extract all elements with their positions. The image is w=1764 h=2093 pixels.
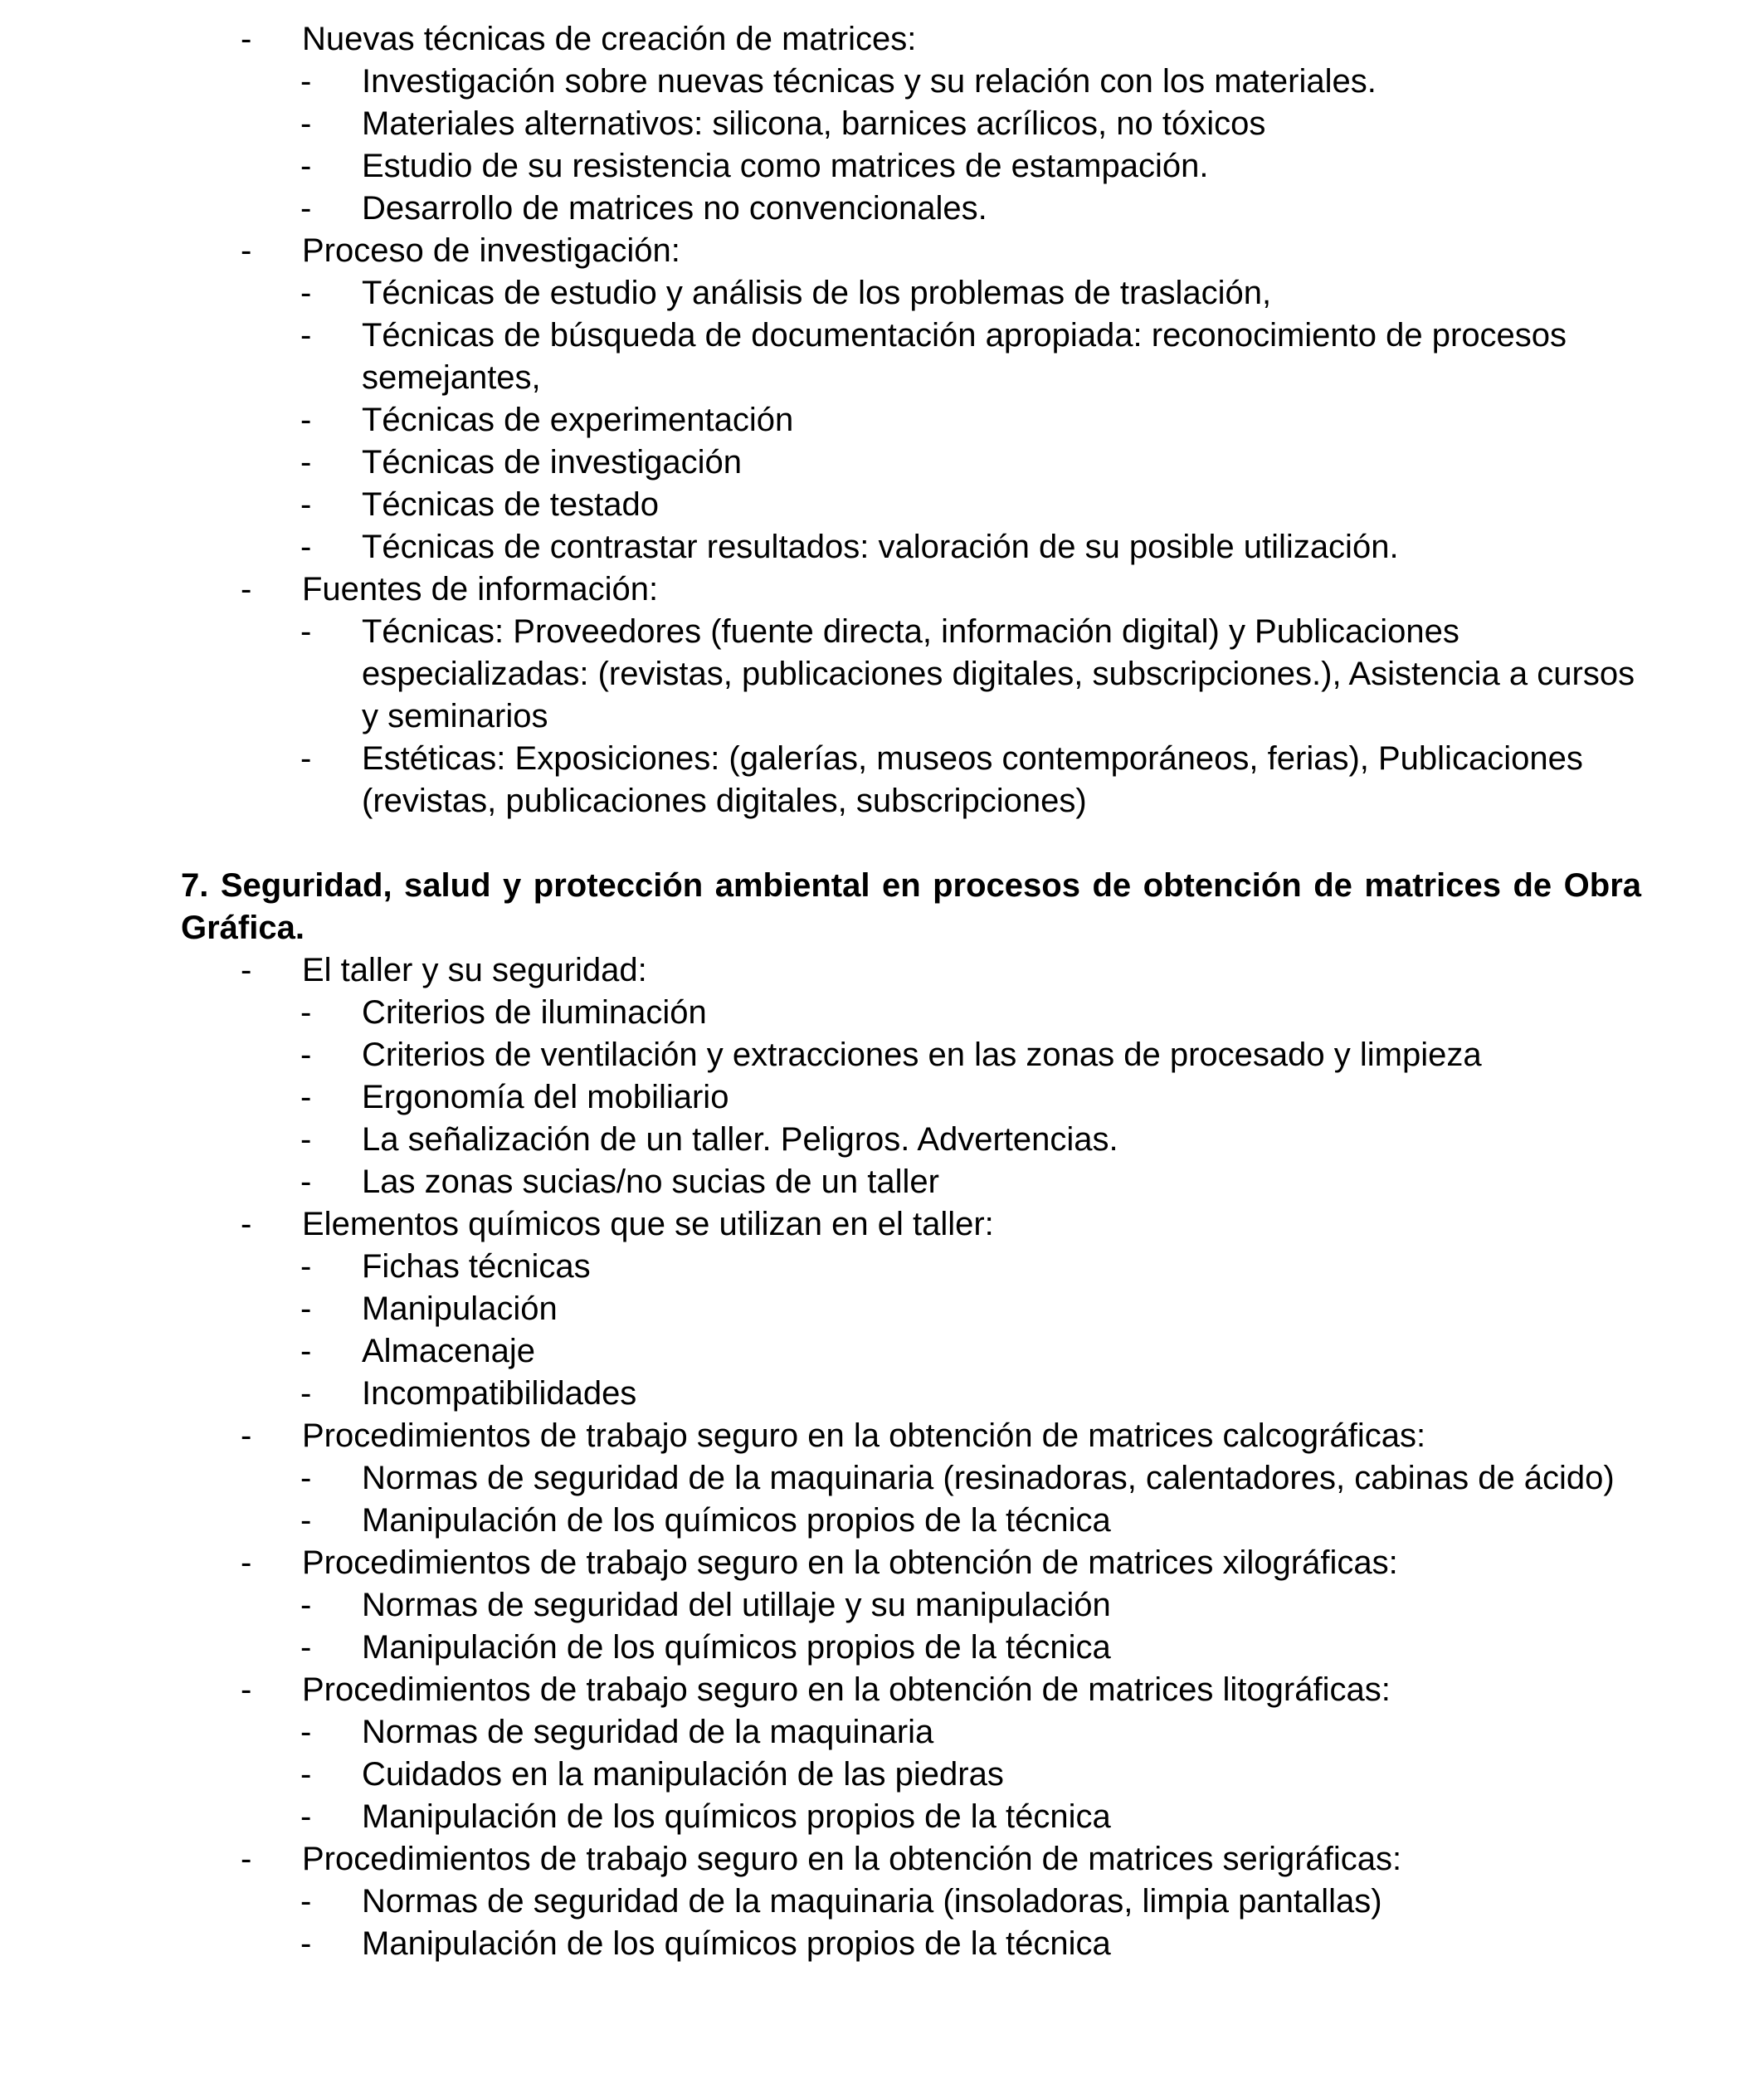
dash-bullet: - — [300, 613, 312, 650]
sub-list-item — [181, 1923, 1641, 1965]
sub-list-item-text: Desarrollo de matrices no convencionales. — [362, 190, 987, 227]
sub-list-item-text: Criterios de ventilación y extracciones en las zonas de procesado y limpieza — [362, 1037, 1482, 1073]
sub-list-item-text: Técnicas: Proveedores (fuente directa, información digital) y Publicaciones especializadas: (revistas, publicaciones digitales, subscripciones.), Asistencia a cursos y seminarios — [362, 613, 1635, 734]
list-item-label: Nuevas técnicas de creación de matrices: — [302, 21, 917, 57]
sub-list-item-text: Estéticas: Exposiciones: (galerías, museos contemporáneos, ferias), Publicaciones (revistas, publicaciones digitales, subscripciones) — [362, 740, 1583, 819]
sub-list-item — [181, 1246, 1641, 1288]
sub-list-item-text: Criterios de iluminación — [362, 994, 707, 1031]
list-item-label: Procedimientos de trabajo seguro en la obtención de matrices calcográficas: — [302, 1417, 1426, 1454]
dash-bullet: - — [300, 1756, 312, 1793]
sub-list-item — [181, 738, 1641, 822]
list-item-label: Fuentes de información: — [302, 571, 659, 607]
sub-list-item — [181, 1796, 1641, 1838]
sub-list-item — [181, 1161, 1641, 1203]
sub-list-item — [181, 315, 1641, 399]
dash-bullet: - — [300, 1460, 312, 1496]
dash-bullet: - — [241, 571, 252, 607]
sub-list-item — [181, 1584, 1641, 1627]
sub-list-item-text: Técnicas de estudio y análisis de los problemas de traslación, — [362, 275, 1272, 311]
sub-list-item-text: Estudio de su resistencia como matrices de estampación. — [362, 148, 1209, 184]
dash-bullet: - — [300, 740, 312, 777]
list-item — [181, 1415, 1641, 1457]
sub-list-item — [181, 1627, 1641, 1669]
dash-bullet: - — [300, 317, 312, 354]
sub-list-item-text: Normas de seguridad de la maquinaria (insoladoras, limpia pantallas) — [362, 1883, 1382, 1920]
dash-bullet: - — [300, 190, 312, 227]
list-item-label: Elementos químicos que se utilizan en el taller: — [302, 1206, 994, 1242]
dash-bullet: - — [300, 1587, 312, 1623]
document-content — [181, 18, 1641, 1965]
sub-list-item-text: Fichas técnicas — [362, 1248, 591, 1285]
dash-bullet: - — [300, 1079, 312, 1115]
dash-bullet: - — [300, 486, 312, 523]
list-item-label: El taller y su seguridad: — [302, 952, 647, 988]
dash-bullet: - — [300, 1164, 312, 1200]
sub-list-item-text: Técnicas de búsqueda de documentación apropiada: reconocimiento de procesos semejantes, — [362, 317, 1567, 396]
sub-list-item-text: Manipulación de los químicos propios de la técnica — [362, 1925, 1111, 1962]
sub-list-item-text: Manipulación de los químicos propios de la técnica — [362, 1629, 1111, 1666]
list-item — [181, 1669, 1641, 1711]
dash-bullet: - — [300, 1121, 312, 1158]
sub-list-item — [181, 1034, 1641, 1076]
dash-bullet: - — [300, 1925, 312, 1962]
dash-bullet: - — [300, 1714, 312, 1750]
research-topics-list — [181, 18, 1641, 822]
sub-list-item-text: Técnicas de testado — [362, 486, 659, 523]
sub-list-item — [181, 188, 1641, 230]
dash-bullet: - — [300, 63, 312, 100]
dash-bullet: - — [241, 21, 252, 57]
section-7-list — [181, 949, 1641, 1965]
list-item — [181, 18, 1641, 61]
list-item — [181, 949, 1641, 992]
sub-list-item-text: Materiales alternativos: silicona, barnices acrílicos, no tóxicos — [362, 105, 1266, 142]
sub-list-item — [181, 484, 1641, 526]
list-item-label: Procedimientos de trabajo seguro en la obtención de matrices litográficas: — [302, 1671, 1391, 1708]
dash-bullet: - — [300, 148, 312, 184]
sub-list-item-text: Incompatibilidades — [362, 1375, 637, 1412]
sub-list-item — [181, 611, 1641, 738]
sub-list-item — [181, 103, 1641, 145]
dash-bullet: - — [300, 994, 312, 1031]
sub-list-item-text: Normas de seguridad de la maquinaria — [362, 1714, 934, 1750]
dash-bullet: - — [300, 444, 312, 481]
dash-bullet: - — [300, 1798, 312, 1835]
sub-list-item-text: Manipulación — [362, 1290, 558, 1327]
sub-list-item — [181, 1754, 1641, 1796]
sub-list-item-text: Técnicas de experimentación — [362, 402, 794, 438]
dash-bullet: - — [300, 1290, 312, 1327]
sub-list-item-text: Normas de seguridad de la maquinaria (resinadoras, calentadores, cabinas de ácido) — [362, 1460, 1615, 1496]
sub-list-item — [181, 1330, 1641, 1373]
dash-bullet: - — [300, 1037, 312, 1073]
dash-bullet: - — [300, 1502, 312, 1539]
sub-list-item — [181, 1881, 1641, 1923]
dash-bullet: - — [300, 275, 312, 311]
list-item — [181, 230, 1641, 272]
dash-bullet: - — [300, 1629, 312, 1666]
sub-list-item — [181, 1457, 1641, 1500]
sub-list-item — [181, 145, 1641, 188]
dash-bullet: - — [241, 1671, 252, 1708]
dash-bullet: - — [241, 232, 252, 269]
list-item-label: Proceso de investigación: — [302, 232, 680, 269]
dash-bullet: - — [300, 529, 312, 565]
dash-bullet: - — [241, 1841, 252, 1877]
sub-list-item-text: Técnicas de investigación — [362, 444, 743, 481]
dash-bullet: - — [300, 105, 312, 142]
sub-list-item — [181, 1711, 1641, 1754]
sub-list-item — [181, 61, 1641, 103]
sub-list-item-text: Manipulación de los químicos propios de la técnica — [362, 1798, 1111, 1835]
sub-list-item-text: Investigación sobre nuevas técnicas y su relación con los materiales. — [362, 63, 1377, 100]
sub-list-item-text: Normas de seguridad del utillaje y su manipulación — [362, 1587, 1111, 1623]
dash-bullet: - — [300, 402, 312, 438]
sub-list-item — [181, 992, 1641, 1034]
sub-list-item — [181, 1288, 1641, 1330]
list-item-label: Procedimientos de trabajo seguro en la obtención de matrices xilográficas: — [302, 1544, 1398, 1581]
dash-bullet: - — [300, 1883, 312, 1920]
sub-list-item-text: Cuidados en la manipulación de las piedras — [362, 1756, 1004, 1793]
sub-list-item-text: Almacenaje — [362, 1333, 536, 1369]
list-item — [181, 568, 1641, 611]
sub-list-item — [181, 272, 1641, 315]
dash-bullet: - — [241, 952, 252, 988]
dash-bullet: - — [300, 1248, 312, 1285]
sub-list-item-text: Manipulación de los químicos propios de la técnica — [362, 1502, 1111, 1539]
dash-bullet: - — [241, 1417, 252, 1454]
list-item — [181, 1838, 1641, 1881]
dash-bullet: - — [241, 1206, 252, 1242]
sub-list-item-text: Ergonomía del mobiliario — [362, 1079, 729, 1115]
sub-list-item — [181, 1373, 1641, 1415]
sub-list-item — [181, 442, 1641, 484]
sub-list-item — [181, 1119, 1641, 1161]
sub-list-item — [181, 1076, 1641, 1119]
list-item — [181, 1542, 1641, 1584]
sub-list-item-text: La señalización de un taller. Peligros. Advertencias. — [362, 1121, 1118, 1158]
dash-bullet: - — [300, 1333, 312, 1369]
sub-list-item-text: Técnicas de contrastar resultados: valoración de su posible utilización. — [362, 529, 1399, 565]
list-item — [181, 1203, 1641, 1246]
dash-bullet: - — [300, 1375, 312, 1412]
list-item-label: Procedimientos de trabajo seguro en la obtención de matrices serigráficas: — [302, 1841, 1402, 1877]
sub-list-item — [181, 399, 1641, 442]
sub-list-item — [181, 526, 1641, 568]
sub-list-item-text: Las zonas sucias/no sucias de un taller — [362, 1164, 939, 1200]
sub-list-item — [181, 1500, 1641, 1542]
section-spacer — [181, 822, 1641, 865]
dash-bullet: - — [241, 1544, 252, 1581]
section-7-heading: 7. Seguridad, salud y protección ambiental en procesos de obtención de matrices de Obra Gráfica. — [181, 867, 1641, 946]
